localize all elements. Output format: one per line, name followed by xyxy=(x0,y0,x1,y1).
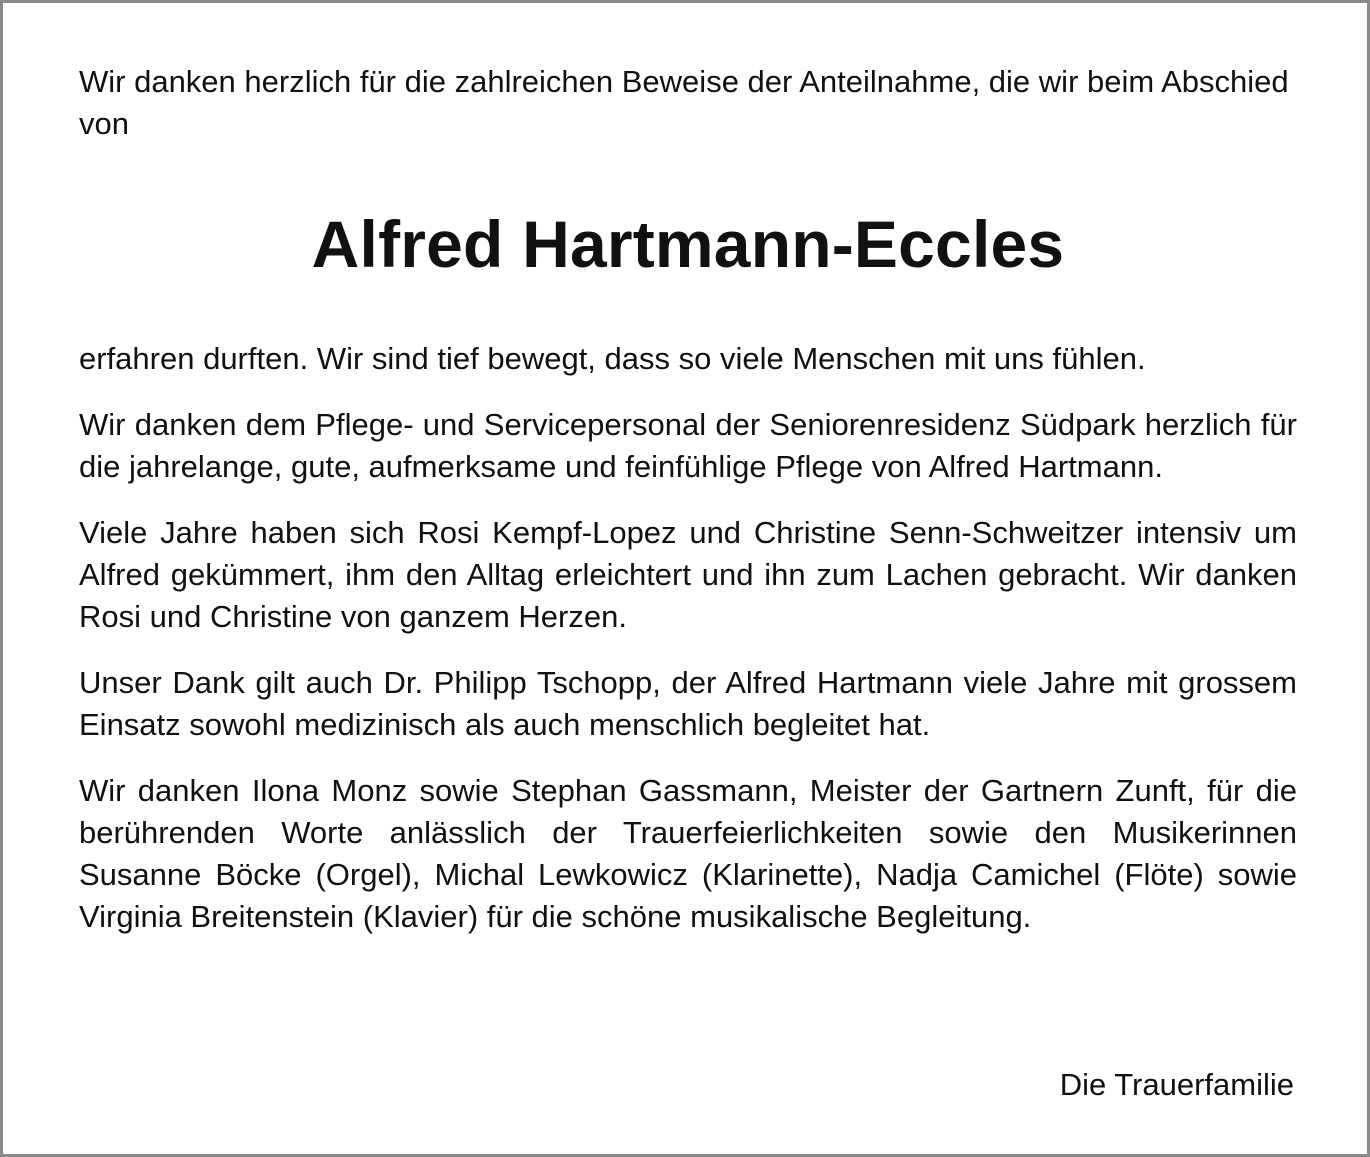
signature: Die Trauerfamilie xyxy=(1059,1067,1294,1102)
paragraph-caregivers: Viele Jahre haben sich Rosi Kempf-Lopez und Christine Senn-Schweitzer intensiv um Alfred gekümmert, ihm den Alltag erleichtert und ihn zum Lachen gebracht. Wir danken Rosi und Christine von ganzem Herzen. xyxy=(79,515,1297,634)
paragraph-care-staff: Wir danken dem Pflege- und Servicepersonal der Seniorenresidenz Südpark herzlich für die jahrelange, gute, aufmerksame und feinfühlige Pflege von Alfred Hartmann. xyxy=(79,407,1297,484)
paragraph-continuation: erfahren durften. Wir sind tief bewegt, dass so viele Menschen mit uns fühlen. xyxy=(79,341,1146,376)
notice-body xyxy=(79,61,1297,938)
deceased-name: Alfred Hartmann-Eccles xyxy=(311,207,1065,281)
paragraph-doctor: Unser Dank gilt auch Dr. Philipp Tschopp, der Alfred Hartmann viele Jahre mit grossem Einsatz sowohl medizinisch als auch menschlich begleitet hat. xyxy=(79,665,1297,742)
intro-text: Wir danken herzlich für die zahlreichen Beweise der Anteilnahme, die wir beim Abschied von xyxy=(79,64,1289,141)
paragraph-ceremony: Wir danken Ilona Monz sowie Stephan Gassmann, Meister der Gartnern Zunft, für die berührenden Worte anlässlich der Trauerfeierlichkeiten sowie den Musikerinnen Susanne Böcke (Orgel), Michal Lewkowicz (Klarinette), Nadja Camichel (Flöte) sowie Virginia Breitenstein (Klavier) für die schöne musikalische Begleitung. xyxy=(79,773,1297,934)
